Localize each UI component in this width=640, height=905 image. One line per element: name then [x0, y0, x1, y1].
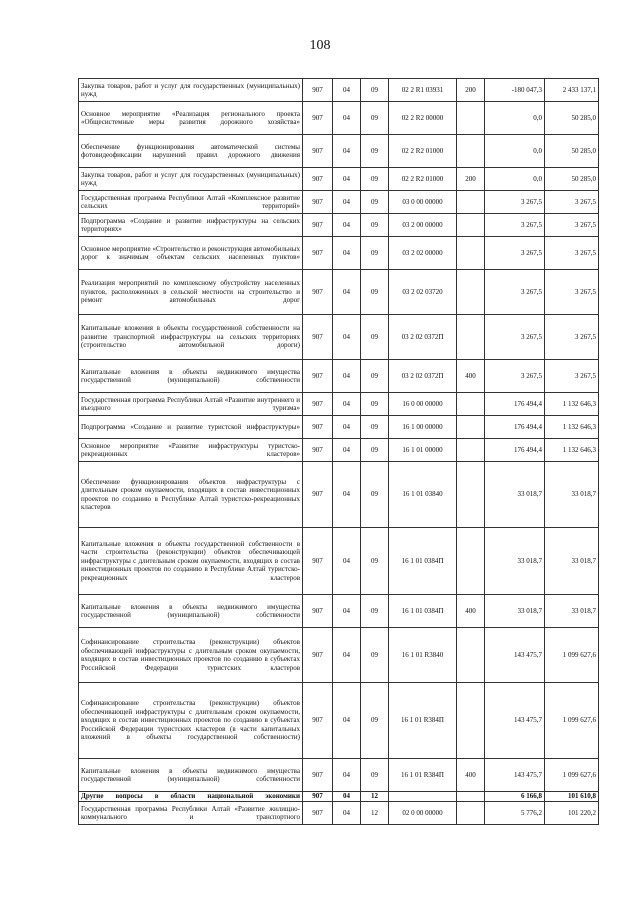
cell-name: Обеспечение функционирования объектов инфраструктуры с длительным сроком окупаемости, входящих в состав инвестиционных проектов по созданию в Республике Алтай туристско-рекреационных кластеров [79, 462, 303, 528]
cell-adm: 907 [303, 439, 333, 462]
cell-rz: 04 [333, 462, 361, 528]
cell-name: Капитальные вложения в объекты государственной собственности на развитие транспортной инфраструктуры на сельских территориях (строительство автомобильной дороги) [79, 315, 303, 360]
cell-name: Капитальные вложения в объекты недвижимого имущества государственной (муниципальной) собственности [79, 759, 303, 792]
cell-adm: 907 [303, 416, 333, 439]
cell-amount-2: 1 099 627,6 [545, 759, 599, 792]
table-row [79, 270, 599, 315]
cell-amount-1: 3 267,5 [485, 191, 545, 214]
cell-pr: 09 [361, 439, 389, 462]
cell-pr: 09 [361, 759, 389, 792]
cell-amount-1: 3 267,5 [485, 214, 545, 237]
cell-pr: 09 [361, 191, 389, 214]
cell-name: Основное мероприятие «Реализация регионального проекта «Общесистемные меры развития дорожного хозяйства» [79, 102, 303, 135]
table-row [79, 802, 599, 825]
cell-rz: 04 [333, 595, 361, 628]
cell-vr [457, 792, 485, 802]
cell-amount-2: 3 267,5 [545, 315, 599, 360]
table-row [79, 191, 599, 214]
cell-csr: 03 0 00 00000 [389, 191, 457, 214]
cell-vr [457, 683, 485, 759]
cell-name: Реализация мероприятий по комплексному обустройству населенных пунктов, расположенных в сельской местности на строительство и ремонт автомобильных дорог [79, 270, 303, 315]
cell-rz: 04 [333, 628, 361, 683]
cell-csr: 16 1 01 0384П [389, 528, 457, 595]
cell-vr: 400 [457, 759, 485, 792]
cell-adm: 907 [303, 595, 333, 628]
cell-amount-1: 3 267,5 [485, 270, 545, 315]
cell-csr: 16 1 01 0384П [389, 595, 457, 628]
cell-pr: 09 [361, 315, 389, 360]
page-number: 108 [309, 38, 331, 53]
cell-csr: 16 1 01 R384П [389, 759, 457, 792]
cell-amount-2: 1 099 627,6 [545, 628, 599, 683]
table-row [79, 595, 599, 628]
cell-amount-2: 101 610,8 [545, 792, 599, 802]
cell-name: Подпрограмма «Создание и развитие инфраструктуры на сельских территориях» [79, 214, 303, 237]
cell-amount-1: 143 475,7 [485, 683, 545, 759]
cell-pr: 09 [361, 528, 389, 595]
cell-amount-1: 176 494,4 [485, 416, 545, 439]
cell-csr: 02 2 R2 00000 [389, 102, 457, 135]
cell-adm: 907 [303, 135, 333, 168]
cell-rz: 04 [333, 802, 361, 825]
cell-amount-2: 2 433 137,1 [545, 79, 599, 102]
cell-csr: 03 2 00 00000 [389, 214, 457, 237]
cell-vr: 400 [457, 360, 485, 393]
cell-pr: 09 [361, 168, 389, 191]
cell-adm: 907 [303, 270, 333, 315]
cell-vr [457, 102, 485, 135]
cell-rz: 04 [333, 393, 361, 416]
cell-adm: 907 [303, 360, 333, 393]
cell-pr: 09 [361, 683, 389, 759]
cell-pr: 09 [361, 237, 389, 270]
cell-vr: 200 [457, 168, 485, 191]
cell-amount-2: 33 018,7 [545, 528, 599, 595]
cell-name: Закупка товаров, работ и услуг для государственных (муниципальных) нужд [79, 168, 303, 191]
cell-amount-2: 3 267,5 [545, 237, 599, 270]
cell-vr [457, 439, 485, 462]
cell-vr [457, 270, 485, 315]
cell-amount-2: 1 099 627,6 [545, 683, 599, 759]
table-row [79, 79, 599, 102]
cell-rz: 04 [333, 683, 361, 759]
cell-amount-1: 0,0 [485, 168, 545, 191]
cell-csr: 16 1 00 00000 [389, 416, 457, 439]
cell-name: Государственная программа Республики Алтай «Развитие жилищно-коммунального и транспортного [79, 802, 303, 825]
cell-amount-2: 1 132 646,3 [545, 416, 599, 439]
cell-amount-2: 3 267,5 [545, 214, 599, 237]
table-row [79, 237, 599, 270]
table-row [79, 360, 599, 393]
cell-pr: 09 [361, 214, 389, 237]
table-body [79, 79, 599, 825]
cell-adm: 907 [303, 393, 333, 416]
cell-csr: 02 2 R1 03931 [389, 79, 457, 102]
cell-amount-1: 33 018,7 [485, 528, 545, 595]
cell-csr [389, 792, 457, 802]
cell-vr: 200 [457, 79, 485, 102]
cell-rz: 04 [333, 237, 361, 270]
cell-adm: 907 [303, 102, 333, 135]
cell-adm: 907 [303, 792, 333, 802]
cell-pr: 09 [361, 270, 389, 315]
cell-vr [457, 191, 485, 214]
cell-pr: 09 [361, 416, 389, 439]
cell-amount-1: 143 475,7 [485, 628, 545, 683]
cell-vr [457, 135, 485, 168]
cell-csr: 03 2 02 0372П [389, 360, 457, 393]
table-row [79, 683, 599, 759]
cell-amount-1: 3 267,5 [485, 315, 545, 360]
cell-adm: 907 [303, 237, 333, 270]
cell-vr [457, 237, 485, 270]
cell-csr: 16 1 01 R3840 [389, 628, 457, 683]
cell-rz: 04 [333, 79, 361, 102]
table-row [79, 628, 599, 683]
cell-name: Подпрограмма «Создание и развитие туристской инфраструктуры» [79, 416, 303, 439]
cell-csr: 16 1 01 00000 [389, 439, 457, 462]
cell-pr: 09 [361, 595, 389, 628]
cell-csr: 16 1 01 03840 [389, 462, 457, 528]
cell-name: Софинансирование строительства (реконструкции) объектов обеспечивающей инфраструктуры с длительным сроком окупаемости, входящих в состав инвестиционных проектов по созданию в субъектах Российской Федерации туристских кластеров (в части капитальных вложений в объекты государственной собственности) [79, 683, 303, 759]
cell-vr [457, 462, 485, 528]
cell-vr: 400 [457, 595, 485, 628]
table-row [79, 393, 599, 416]
cell-pr: 09 [361, 393, 389, 416]
cell-rz: 04 [333, 315, 361, 360]
cell-amount-1: 0,0 [485, 135, 545, 168]
cell-amount-1: 3 267,5 [485, 237, 545, 270]
cell-rz: 04 [333, 416, 361, 439]
table-row [79, 168, 599, 191]
cell-amount-2: 33 018,7 [545, 462, 599, 528]
cell-pr: 12 [361, 802, 389, 825]
cell-rz: 04 [333, 792, 361, 802]
table-row [79, 416, 599, 439]
cell-amount-2: 1 132 646,3 [545, 393, 599, 416]
cell-vr [457, 416, 485, 439]
cell-amount-1: 0,0 [485, 102, 545, 135]
cell-name: Государственная программа Республики Алтай «Комплексное развитие сельских территорий» [79, 191, 303, 214]
cell-adm: 907 [303, 79, 333, 102]
cell-amount-1: 143 475,7 [485, 759, 545, 792]
cell-adm: 907 [303, 759, 333, 792]
cell-csr: 02 2 R2 01000 [389, 168, 457, 191]
cell-rz: 04 [333, 191, 361, 214]
cell-adm: 907 [303, 528, 333, 595]
cell-adm: 907 [303, 214, 333, 237]
cell-vr [457, 315, 485, 360]
cell-amount-2: 1 132 646,3 [545, 439, 599, 462]
table-row [79, 214, 599, 237]
cell-pr: 09 [361, 360, 389, 393]
table-row [79, 135, 599, 168]
table-row [79, 759, 599, 792]
cell-adm: 907 [303, 191, 333, 214]
cell-pr: 09 [361, 102, 389, 135]
cell-rz: 04 [333, 214, 361, 237]
cell-rz: 04 [333, 102, 361, 135]
cell-name: Софинансирование строительства (реконструкции) объектов обеспечивающей инфраструктуры с длительным сроком окупаемости, входящих в состав инвестиционных проектов по созданию в субъектах Российской Федерации туристских кластеров [79, 628, 303, 683]
table-row [79, 528, 599, 595]
cell-name: Основное мероприятие «Развитие инфраструктуры туристско-рекреационных кластеров» [79, 439, 303, 462]
budget-table [78, 78, 599, 825]
cell-rz: 04 [333, 135, 361, 168]
cell-name: Обеспечение функционирования автоматической системы фотовидеофиксации нарушений правил дорожного движения [79, 135, 303, 168]
cell-vr [457, 628, 485, 683]
cell-csr: 03 2 02 03720 [389, 270, 457, 315]
cell-vr [457, 393, 485, 416]
cell-amount-1: 6 166,8 [485, 792, 545, 802]
cell-csr: 03 2 02 00000 [389, 237, 457, 270]
cell-adm: 907 [303, 462, 333, 528]
table-row [79, 462, 599, 528]
cell-amount-2: 50 285,0 [545, 102, 599, 135]
cell-amount-2: 50 285,0 [545, 135, 599, 168]
cell-pr: 09 [361, 135, 389, 168]
table-row [79, 439, 599, 462]
table-row [79, 792, 599, 802]
cell-amount-2: 50 285,0 [545, 168, 599, 191]
cell-csr: 16 1 01 R384П [389, 683, 457, 759]
cell-pr: 09 [361, 462, 389, 528]
cell-pr: 09 [361, 628, 389, 683]
cell-amount-1: 3 267,5 [485, 360, 545, 393]
cell-amount-1: 176 494,4 [485, 439, 545, 462]
cell-adm: 907 [303, 315, 333, 360]
cell-vr [457, 802, 485, 825]
cell-csr: 16 0 00 00000 [389, 393, 457, 416]
cell-rz: 04 [333, 439, 361, 462]
cell-adm: 907 [303, 628, 333, 683]
cell-rz: 04 [333, 528, 361, 595]
cell-csr: 02 0 00 00000 [389, 802, 457, 825]
cell-amount-1: 33 018,7 [485, 462, 545, 528]
cell-csr: 03 2 02 0372П [389, 315, 457, 360]
table-row [79, 102, 599, 135]
cell-name: Капитальные вложения в объекты недвижимого имущества государственной (муниципальной) собственности [79, 360, 303, 393]
cell-rz: 04 [333, 360, 361, 393]
cell-amount-2: 3 267,5 [545, 191, 599, 214]
cell-adm: 907 [303, 168, 333, 191]
cell-amount-2: 3 267,5 [545, 270, 599, 315]
cell-rz: 04 [333, 270, 361, 315]
table-row [79, 315, 599, 360]
cell-pr: 12 [361, 792, 389, 802]
cell-name: Основное мероприятие «Строительство и реконструкция автомобильных дорог к значимым объектам сельских населенных пунктов» [79, 237, 303, 270]
cell-amount-1: 33 018,7 [485, 595, 545, 628]
cell-amount-2: 3 267,5 [545, 360, 599, 393]
cell-amount-1: -180 047,3 [485, 79, 545, 102]
cell-name: Другие вопросы в области национальной экономики [79, 792, 303, 802]
cell-name: Капитальные вложения в объекты недвижимого имущества государственной (муниципальной) собственности [79, 595, 303, 628]
cell-csr: 02 2 R2 01000 [389, 135, 457, 168]
cell-name: Закупка товаров, работ и услуг для государственных (муниципальных) нужд [79, 79, 303, 102]
cell-adm: 907 [303, 802, 333, 825]
cell-amount-1: 5 776,2 [485, 802, 545, 825]
cell-vr [457, 528, 485, 595]
cell-pr: 09 [361, 79, 389, 102]
cell-name: Государственная программа Республики Алтай «Развитие внутреннего и въездного туризма» [79, 393, 303, 416]
cell-name: Капитальные вложения в объекты государственной собственности в части строительства (реконструкции) объектов обеспечивающей инфраструктуры с длительным сроком окупаемости, входящих в состав инвестиционных проектов по созданию в Республике Алтай туристско-рекреационных кластеров [79, 528, 303, 595]
cell-adm: 907 [303, 683, 333, 759]
cell-amount-2: 101 220,2 [545, 802, 599, 825]
cell-vr [457, 214, 485, 237]
cell-amount-2: 33 018,7 [545, 595, 599, 628]
cell-amount-1: 176 494,4 [485, 393, 545, 416]
cell-rz: 04 [333, 168, 361, 191]
cell-rz: 04 [333, 759, 361, 792]
